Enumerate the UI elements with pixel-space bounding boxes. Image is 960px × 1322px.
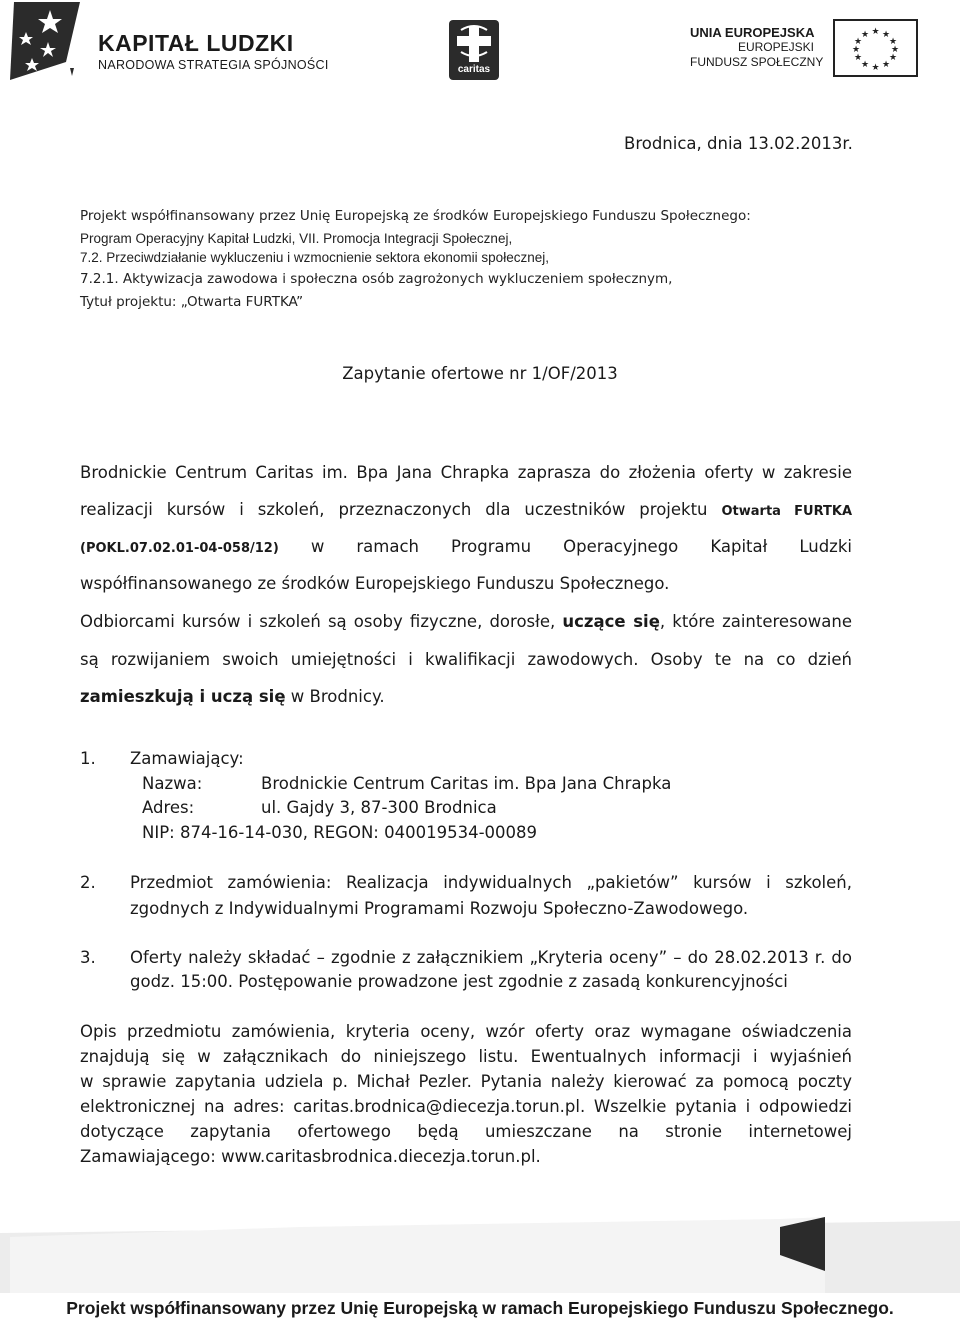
project-name-bold: Otwarta FURTKA	[721, 504, 853, 519]
intro-line-3	[80, 537, 852, 556]
item-2-number: 2.	[80, 873, 96, 892]
project-info-line-1: Projekt współfinansowany przez Unię Europejską ze środków Europejskiego Funduszu Społecznego:	[80, 208, 751, 224]
intro-line-7-bold: zamieszkują i uczą się	[80, 687, 286, 706]
item-3-number: 3.	[80, 948, 96, 967]
project-code: (POKL.07.02.01-04-058/12)	[80, 541, 279, 556]
svg-text:★: ★	[881, 60, 891, 70]
intro-line-7-text: w Brodnicy.	[290, 687, 385, 706]
item-3-line-2: godz. 15:00. Postępowanie prowadzone jest zgodnie z zasadą konkurencyjności	[130, 972, 788, 991]
caritas-label: caritas	[457, 64, 491, 75]
intro-line-2-text: realizacji kursów i szkoleń, przeznaczonych dla uczestników projektu	[80, 500, 708, 519]
svg-text:★: ★	[860, 30, 870, 40]
eu-flag-icon	[833, 19, 918, 77]
description-line-1: Opis przedmiotu zamówienia, kryteria oceny, wzór oferty oraz wymagane oświadczenia	[80, 1022, 852, 1041]
footer-decoration	[0, 1215, 960, 1293]
svg-text:★: ★	[871, 63, 880, 73]
project-info-line-3: 7.2. Przeciwdziałanie wykluczeniu i wzmocnienie sektora ekonomii społecznej,	[80, 250, 549, 265]
project-title: Tytuł projektu: „Otwarta FURTKA”	[80, 294, 304, 310]
orderer-ids: NIP: 874-16-14-030, REGON: 040019534-00089	[142, 823, 538, 842]
item-1-number: 1.	[80, 749, 96, 768]
svg-text:★: ★	[890, 45, 900, 55]
footer-text: Projekt współfinansowany przez Unię Europejską w ramach Europejskiego Funduszu Społecznego.	[66, 1298, 894, 1318]
orderer-address-label: Adres:	[142, 798, 195, 817]
intro-line-5-b: , które zainteresowane	[659, 612, 852, 631]
item-2-line-2: zgodnych z Indywidualnymi Programami Rozwoju Społeczno-Zawodowego.	[130, 899, 749, 918]
item-2-line-1: Przedmiot zamówienia: Realizacja indywidualnych „pakietów” kursów i szkoleń,	[130, 873, 852, 892]
svg-text:★: ★	[853, 37, 863, 47]
intro-line-6: są rozwijaniem swoich umiejętności i kwalifikacji zawodowych. Osoby te na co dzień	[80, 650, 852, 669]
svg-text:★: ★	[871, 27, 880, 37]
eu-subtitle-1: EUROPEJSKI	[737, 40, 814, 54]
intro-line-7	[80, 687, 852, 706]
eu-title: UNIA EUROPEJSKA	[690, 25, 815, 40]
intro-line-3-text: w ramach Programu Operacyjnego Kapitał Ludzki	[310, 537, 852, 556]
item-3-line-1: Oferty należy składać – zgodnie z załącznikiem „Kryteria oceny” – do 28.02.2013 r. do	[130, 948, 852, 967]
orderer-address-value: ul. Gajdy 3, 87-300 Brodnica	[261, 798, 497, 817]
offer-title: Zapytanie ofertowe nr 1/OF/2013	[342, 364, 618, 383]
svg-text:★: ★	[888, 53, 898, 63]
project-info-line-2: Program Operacyjny Kapitał Ludzki, VII. Promocja Integracji Społecznej,	[80, 231, 513, 246]
svg-text:★: ★	[853, 53, 863, 63]
eu-subtitle-2: FUNDUSZ SPOŁECZNY	[690, 55, 824, 69]
description-line-3: w sprawie zapytania udziela p. Michał Pezler. Pytania należy kierować za pomocą poczty	[80, 1072, 852, 1091]
description-line-6: Zamawiającego: www.caritasbrodnica.diecezja.torun.pl.	[80, 1147, 541, 1166]
description-line-5: dotyczące zapytania ofertowego będą umieszczane na stronie internetowej	[80, 1122, 852, 1141]
description-line-4: elektronicznej na adres: caritas.brodnica@diecezja.torun.pl. Wszelkie pytania i odpowiedzi	[80, 1097, 852, 1116]
kapital-ludzki-title: KAPITAŁ LUDZKI	[98, 30, 294, 56]
intro-line-5-bold: uczące się	[562, 612, 660, 631]
svg-text:★: ★	[860, 60, 870, 70]
svg-text:★: ★	[888, 37, 898, 47]
document-date: Brodnica, dnia 13.02.2013r.	[624, 134, 853, 153]
orderer-address-row	[142, 798, 497, 817]
orderer-name-row	[142, 774, 671, 793]
intro-line-5	[80, 612, 852, 631]
intro-line-4: współfinansowanego ze środków Europejskiego Funduszu Społecznego.	[80, 574, 670, 593]
item-1-title: Zamawiający:	[130, 749, 244, 768]
intro-line-2	[80, 500, 852, 519]
orderer-name-value: Brodnickie Centrum Caritas im. Bpa Jana Chrapka	[261, 774, 672, 793]
orderer-name-label: Nazwa:	[142, 774, 203, 793]
kapital-ludzki-subtitle: NARODOWA STRATEGIA SPÓJNOŚCI	[98, 58, 329, 72]
svg-text:★: ★	[881, 30, 891, 40]
project-info-line-4: 7.2.1. Aktywizacja zawodowa i społeczna osób zagrożonych wykluczeniem społecznym,	[80, 271, 673, 287]
svg-text:★: ★	[851, 45, 861, 55]
intro-line-5-a: Odbiorcami kursów i szkoleń są osoby fizyczne, dorosłe,	[80, 612, 556, 631]
intro-line-1: Brodnickie Centrum Caritas im. Bpa Jana Chrapka zaprasza do złożenia oferty w zakresie	[80, 463, 852, 482]
description-line-2: znajdują się w załącznikach do niniejszego listu. Ewentualnych informacji i wyjaśnień	[80, 1047, 852, 1066]
item-1	[80, 749, 244, 768]
